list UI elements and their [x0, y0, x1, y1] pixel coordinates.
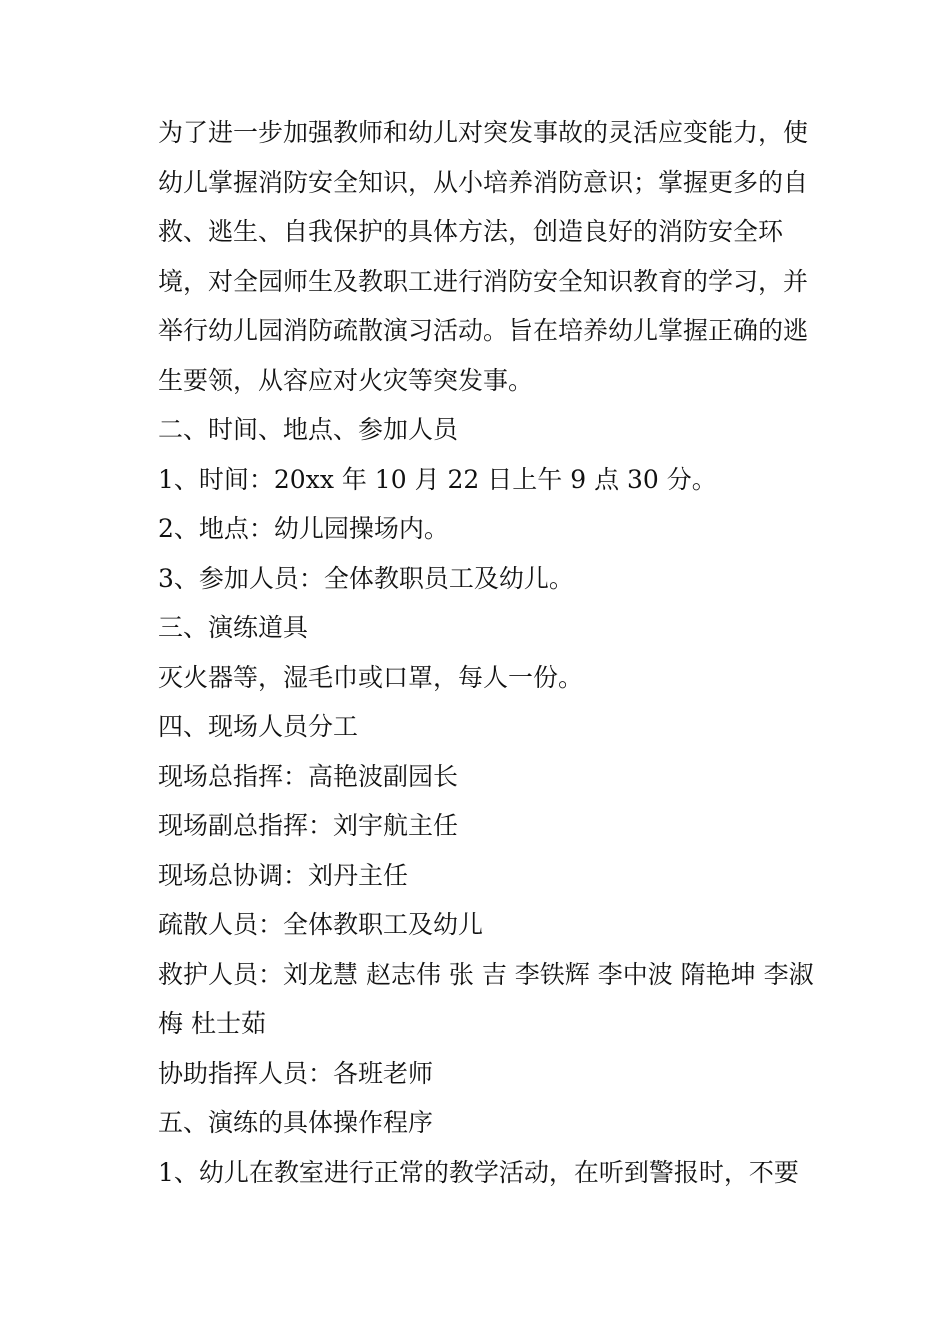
section-2-heading: 二、时间、地点、参加人员 [158, 415, 459, 444]
commander-line: 现场总指挥：高艳波副园长 [158, 761, 459, 791]
coordinator-line: 现场总协调：刘丹主任 [158, 860, 409, 890]
place-item: 2、地点：幼儿园操场内。 [158, 514, 449, 543]
props-text: 灭火器等，湿毛巾或口罩，每人一份。 [158, 662, 584, 692]
time-item: 1、时间：20xx 年 10 月 22 日上午 9 点 30 分。 [158, 464, 717, 494]
step-1-line: 1、幼儿在教室进行正常的教学活动，在听到警报时，不要 [158, 1157, 799, 1187]
assistant-commanders-line: 协助指挥人员：各班老师 [158, 1058, 434, 1088]
intro-paragraph: 为了进一步加强教师和幼儿对突发事故的灵活应变能力，使幼儿掌握消防安全知识，从小培养消防意识；掌握更多的自救、逃生、自我保护的具体方法，创造良好的消防安全环境，对全园师生及教职工进行消防安全知识教育的学习，并举行幼儿园消防疏散演习活动。旨在培养幼儿掌握正确的逃生要领，从容应对火灾等突发事。 [158, 118, 809, 395]
rescuers-line: 救护人员：刘龙慧 赵志伟 张 吉 李铁辉 李中波 隋艳坤 李淑梅 杜士茹 [158, 959, 814, 1038]
participants-item: 3、参加人员：全体教职员工及幼儿。 [158, 563, 574, 593]
deputy-commander-line: 现场副总指挥：刘宇航主任 [158, 811, 459, 840]
document-body [145, 108, 825, 1197]
section-3-heading: 三、演练道具 [158, 613, 309, 642]
section-4-heading: 四、现场人员分工 [158, 712, 359, 741]
section-5-heading: 五、演练的具体操作程序 [158, 1108, 434, 1137]
evacuees-line: 疏散人员：全体教职工及幼儿 [158, 910, 484, 939]
